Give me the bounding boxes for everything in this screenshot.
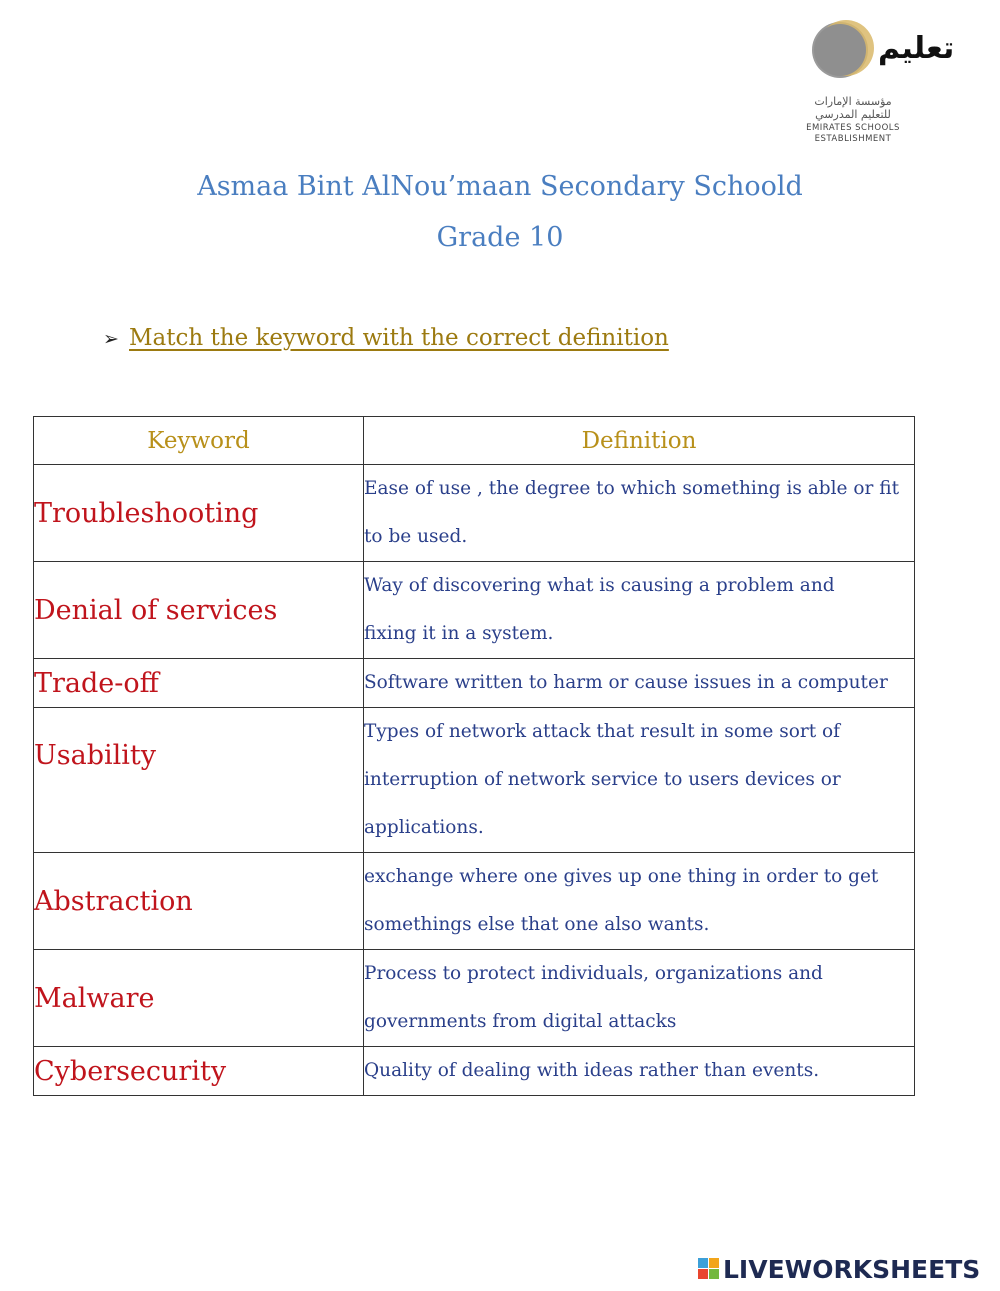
definition-cell bbox=[364, 950, 915, 1047]
table-row bbox=[34, 465, 915, 562]
definition-line: fixing it in a system. bbox=[364, 623, 554, 644]
definition-line: exchange where one gives up one thing in order to get bbox=[364, 866, 879, 887]
table-header-row bbox=[34, 417, 915, 465]
grade-title: Grade 10 bbox=[436, 222, 564, 253]
keyword-cell[interactable]: Troubleshooting bbox=[34, 465, 364, 562]
table-row bbox=[34, 659, 915, 708]
definition-line: governments from digital attacks bbox=[364, 1011, 677, 1032]
definition-cell bbox=[364, 853, 915, 950]
logo-arabic-line-1: مؤسسة الإمارات bbox=[814, 95, 892, 108]
definition-cell bbox=[364, 1047, 915, 1096]
keyword-cell[interactable]: Denial of services bbox=[34, 562, 364, 659]
logo-english-line-1: EMIRATES SCHOOLS bbox=[806, 123, 900, 133]
definition-cell bbox=[364, 659, 915, 708]
matching-table bbox=[33, 416, 915, 1096]
definition-column-header: Definition bbox=[364, 417, 915, 465]
keyword-cell[interactable]: Abstraction bbox=[34, 853, 364, 950]
definition-line: applications. bbox=[364, 817, 484, 838]
definition-cell bbox=[364, 465, 915, 562]
keyword-cell[interactable]: Usability bbox=[34, 708, 364, 853]
keyword-column-header: Keyword bbox=[34, 417, 364, 465]
logo-arabic-line-2: للتعليم المدرسي bbox=[815, 108, 891, 121]
logo-english-line-2: ESTABLISHMENT bbox=[814, 134, 892, 144]
logo-arabic-mark: تعليم bbox=[878, 31, 955, 66]
definition-line: Quality of dealing with ideas rather than events. bbox=[364, 1060, 820, 1081]
definition-line: Process to protect individuals, organizations and bbox=[364, 963, 823, 984]
liveworksheets-icon bbox=[698, 1258, 720, 1280]
table-row bbox=[34, 1047, 915, 1096]
definition-cell bbox=[364, 562, 915, 659]
table-row bbox=[34, 708, 915, 853]
keyword-cell[interactable]: Malware bbox=[34, 950, 364, 1047]
definition-line: Ease of use , the degree to which something is able or fit bbox=[364, 478, 900, 499]
table-row bbox=[34, 562, 915, 659]
definition-line: interruption of network service to users devices or bbox=[364, 769, 841, 790]
liveworksheets-brand: LIVEWORKSHEETS bbox=[723, 1255, 981, 1284]
instruction bbox=[103, 322, 669, 355]
logo-emblem bbox=[796, 12, 955, 92]
school-name: Asmaa Bint AlNou’maan Secondary Schoold bbox=[197, 171, 803, 202]
definition-line: to be used. bbox=[364, 526, 468, 547]
emirates-schools-logo bbox=[796, 12, 955, 148]
table-row bbox=[34, 853, 915, 950]
keyword-cell[interactable]: Cybersecurity bbox=[34, 1047, 364, 1096]
definition-line: Software written to harm or cause issues in a computer bbox=[364, 672, 888, 693]
definition-line: Way of discovering what is causing a problem and bbox=[364, 575, 835, 596]
instruction-text: Match the keyword with the correct definition bbox=[129, 325, 669, 351]
arrow-bullet-icon: ➢ bbox=[103, 328, 119, 350]
definition-line: somethings else that one also wants. bbox=[364, 914, 710, 935]
definition-cell bbox=[364, 708, 915, 853]
definition-line: Types of network attack that result in some sort of bbox=[364, 721, 841, 742]
table-row bbox=[34, 950, 915, 1047]
keyword-cell[interactable]: Trade-off bbox=[34, 659, 364, 708]
liveworksheets-logo bbox=[698, 1255, 998, 1285]
